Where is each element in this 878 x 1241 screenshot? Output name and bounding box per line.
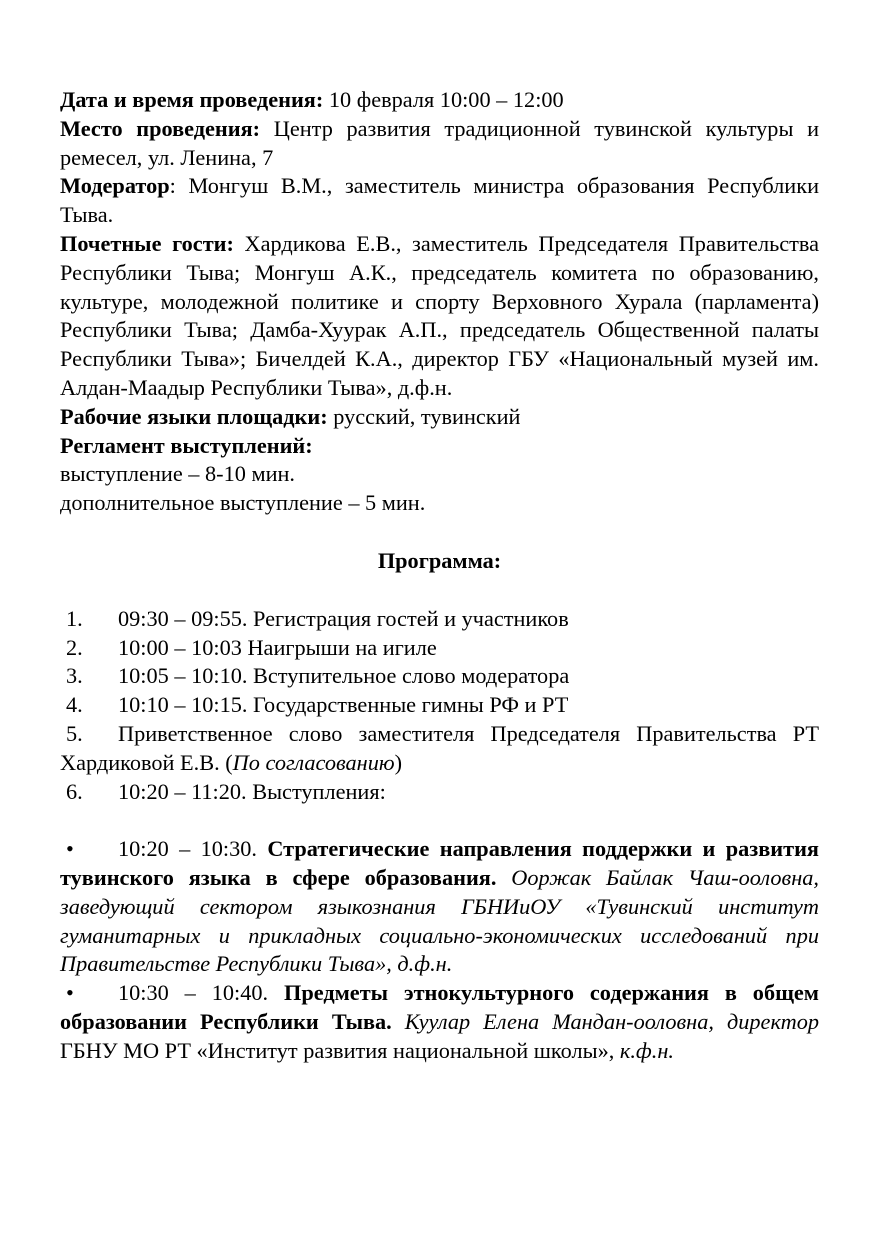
item-number: 4. xyxy=(66,692,83,718)
item-number: 2. xyxy=(66,634,83,660)
item-text: 10:10 – 10:15. Государственные гимны РФ и РТ xyxy=(118,692,569,718)
talk-time: 10:30 – 10:40. xyxy=(118,980,284,1006)
guests-value: Хардикова Е.В., заместитель Председателя Правительства Республики Тыва; Монгуш А.К., председатель комитета по образованию, культуре, молодежной политике и спорту Верховного Хурала (парламента) Республики Тыва; Дамба-Хуурак А.П., председатель Общественной палаты Республики Тыва»; Бичелдей К.А., директор ГБУ «Национальный музей им. Алдан-Маадыр Республики Тыва», д.ф.н. xyxy=(60,230,820,400)
program-item xyxy=(60,662,819,691)
program-item xyxy=(60,720,819,778)
moderator-label: Модератор xyxy=(60,173,170,199)
date-line xyxy=(60,86,819,115)
item-text: Приветственное слово заместителя Председателя Правительства РТ Хардиковой Е.В. ( xyxy=(60,720,819,775)
talk-title: Стратегические направления поддержки и развития тувинского языка в сфере образования. xyxy=(60,836,819,890)
languages-line xyxy=(60,403,819,432)
item-text: 09:30 – 09:55. Регистрация гостей и участников xyxy=(118,605,569,631)
item-number: 3. xyxy=(66,663,83,689)
languages-value: русский, тувинский xyxy=(327,403,521,429)
program-item xyxy=(60,634,819,663)
regulation-heading xyxy=(60,432,819,461)
bullet-icon: • xyxy=(66,836,74,862)
languages-label: Рабочие языки площадки: xyxy=(60,403,328,429)
regulation-label: Регламент выступлений: xyxy=(60,432,313,458)
talk-time: 10:20 – 10:30. xyxy=(118,836,268,862)
moderator-line xyxy=(60,172,819,230)
item-note: По согласованию xyxy=(232,749,395,775)
place-label: Место проведения: xyxy=(60,115,261,141)
talk-title: Предметы этнокультурного содержания в общем образовании Республики Тыва. xyxy=(60,980,819,1034)
item-text: 10:20 – 11:20. Выступления: xyxy=(118,778,386,804)
program-item xyxy=(60,691,819,720)
bullet-icon: • xyxy=(66,980,74,1006)
item-text: 10:05 – 10:10. Вступительное слово модератора xyxy=(118,663,570,689)
program-item xyxy=(60,778,819,807)
date-value: 10 февраля 10:00 – 12:00 xyxy=(323,87,564,112)
place-line xyxy=(60,115,819,173)
item-text: 10:00 – 10:03 Наигрыши на игиле xyxy=(118,634,437,660)
talk-speaker: Ооржак Байлак Чаш-ооловна, заведующий сектором языкознания ГБНИиОУ «Тувинский институт гуманитарных и прикладных социально-экономических исследований при Правительстве Республики Тыва», д.ф.н. xyxy=(60,864,819,977)
program-item xyxy=(60,605,819,634)
place-value: Центр развития традиционной тувинской культуры и ремесел, ул. Ленина, 7 xyxy=(60,115,819,170)
program-title: Программа: xyxy=(377,547,502,573)
item-number: 5. xyxy=(66,720,83,746)
talk-degree: к.ф.н. xyxy=(619,1037,674,1063)
document-page xyxy=(60,86,819,1066)
regulation-line-2: дополнительное выступление – 5 мин. xyxy=(60,490,426,516)
item-number: 1. xyxy=(66,605,83,631)
talk-item xyxy=(60,835,819,979)
talk-item xyxy=(60,979,819,1065)
regulation-line-1: выступление – 8-10 мин. xyxy=(60,461,296,487)
talk-speaker: Куулар Елена Мандан-ооловна, директор xyxy=(391,1008,819,1034)
item-number: 6. xyxy=(66,778,83,804)
talk-organization: ГБНУ МО РТ «Институт развития национальной школы», xyxy=(60,1037,620,1063)
guests-label: Почетные гости: xyxy=(60,230,234,256)
spacer xyxy=(60,806,819,835)
item-tail: ) xyxy=(394,749,403,775)
guests-line xyxy=(60,230,819,403)
moderator-value: : Монгуш В.М., заместитель министра образования Республики Тыва. xyxy=(60,173,819,228)
date-label: Дата и время проведения: xyxy=(60,87,324,112)
